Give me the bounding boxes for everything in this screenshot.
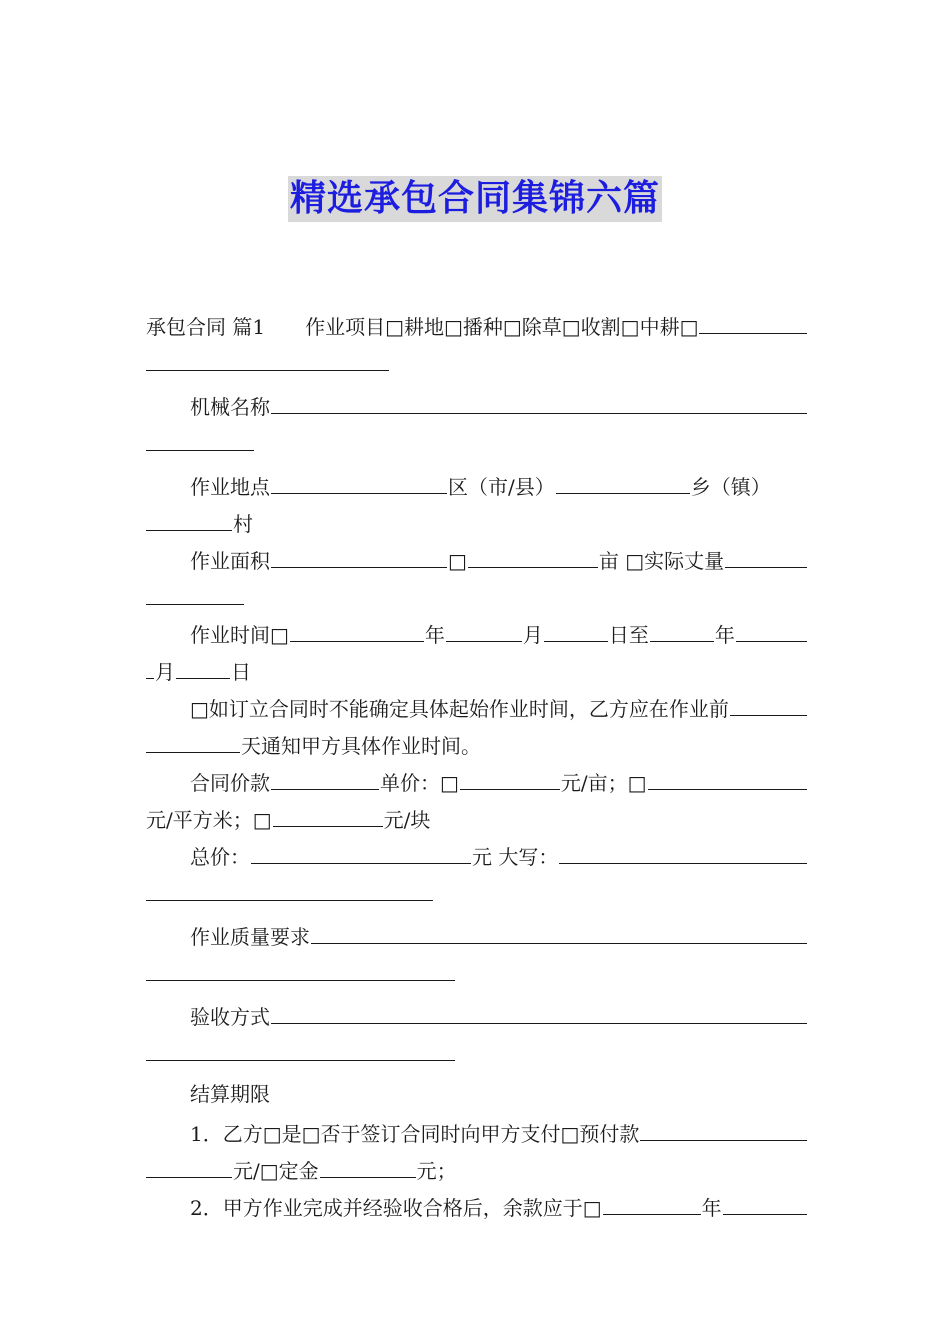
per-block: 元/块 xyxy=(383,808,431,832)
time-day2: 日 xyxy=(231,660,251,684)
area-label: 作业面积 xyxy=(190,549,270,573)
item1-text: 1．乙方□是□否于签订合同时向甲方支付□预付款 xyxy=(190,1122,640,1146)
area-line xyxy=(146,540,808,577)
time-year2: 年 xyxy=(714,623,735,647)
blank xyxy=(271,466,447,494)
work-items-options: □耕地□播种□除草□收割□中耕□ xyxy=(385,315,699,339)
time-month: 月 xyxy=(522,623,543,647)
blank xyxy=(468,540,598,568)
blank xyxy=(271,540,447,568)
machine-label: 机械名称 xyxy=(190,395,270,419)
item1-line xyxy=(146,1113,808,1150)
blank xyxy=(725,540,807,568)
time-line-2 xyxy=(146,651,808,688)
blank xyxy=(650,614,714,642)
per-mu: 元/亩；□ xyxy=(560,771,647,795)
location-line xyxy=(146,466,808,503)
page-title: 精选承包合同集锦六篇 xyxy=(288,176,662,222)
blank xyxy=(320,1150,416,1178)
location-village: 村 xyxy=(233,512,253,536)
time-label: 作业时间□ xyxy=(190,623,289,647)
price-line-2 xyxy=(146,799,808,836)
contract-body xyxy=(146,306,808,1224)
blank xyxy=(544,614,608,642)
area-unit: 亩 □实际丈量 xyxy=(598,549,725,573)
blank xyxy=(146,503,232,531)
price-label: 合同价款 xyxy=(190,771,270,795)
settlement-label: 结算期限 xyxy=(190,1082,270,1106)
time-year: 年 xyxy=(424,623,445,647)
blank xyxy=(290,614,424,642)
machine-line xyxy=(146,386,808,423)
location-label: 作业地点 xyxy=(190,475,270,499)
title-wrap xyxy=(0,176,950,222)
quality-label: 作业质量要求 xyxy=(190,925,310,949)
item2-line xyxy=(146,1187,808,1224)
blank xyxy=(146,1150,232,1178)
blank xyxy=(146,651,154,679)
time-line xyxy=(146,614,808,651)
acceptance-line-2 xyxy=(146,1033,808,1070)
item2-text: 2．甲方作业完成并经验收合格后，余款应于□ xyxy=(190,1196,602,1220)
blank xyxy=(176,651,230,679)
item1-line-2 xyxy=(146,1150,808,1187)
blank xyxy=(273,799,383,827)
unit-price-label: 单价：□ xyxy=(380,771,459,795)
location-line-2 xyxy=(146,503,808,540)
notice-text-2: 天通知甲方具体作业时间。 xyxy=(241,734,481,758)
total-line xyxy=(146,836,808,873)
blank xyxy=(146,343,389,371)
item1-deposit: 元/□定金 xyxy=(233,1159,319,1183)
blank xyxy=(736,614,807,642)
area-box: □ xyxy=(448,549,467,573)
work-items-label: 作业项目 xyxy=(305,315,386,339)
time-day-to: 日至 xyxy=(608,623,649,647)
blank xyxy=(271,996,807,1024)
time-month2: 月 xyxy=(155,660,175,684)
blank xyxy=(460,762,560,790)
blank xyxy=(723,1187,807,1215)
quality-line xyxy=(146,916,808,953)
blank xyxy=(446,614,522,642)
blank xyxy=(603,1187,701,1215)
location-town: 乡（镇） xyxy=(690,475,771,499)
blank xyxy=(146,1033,455,1061)
settlement-line xyxy=(146,1076,808,1113)
per-sqm: 元/平方米；□ xyxy=(146,808,272,832)
blank xyxy=(146,423,254,451)
blank xyxy=(146,577,244,605)
blank xyxy=(271,386,807,414)
acceptance-line xyxy=(146,996,808,1033)
quality-line-2 xyxy=(146,953,808,990)
total-line-2 xyxy=(146,873,808,910)
blank xyxy=(699,306,807,334)
blank xyxy=(146,725,240,753)
location-district: 区（市/县） xyxy=(448,475,555,499)
notice-line-2 xyxy=(146,725,808,762)
blank xyxy=(251,836,471,864)
blank xyxy=(640,1113,807,1141)
item2-year: 年 xyxy=(701,1196,722,1220)
total-label: 总价： xyxy=(190,845,250,869)
blank xyxy=(311,916,807,944)
blank xyxy=(146,873,433,901)
notice-text: □如订立合同时不能确定具体起始作业时间，乙方应在作业前 xyxy=(190,697,729,721)
acceptance-label: 验收方式 xyxy=(190,1005,270,1029)
machine-line-2 xyxy=(146,423,808,460)
blank xyxy=(559,836,807,864)
item1-end: 元； xyxy=(416,1159,457,1183)
blank xyxy=(271,762,379,790)
price-line xyxy=(146,762,808,799)
total-unit: 元 大写： xyxy=(472,845,559,869)
area-line-2 xyxy=(146,577,808,614)
blank xyxy=(648,762,807,790)
notice-line xyxy=(146,688,808,725)
blank xyxy=(730,688,807,716)
work-items-line xyxy=(146,306,808,343)
contract-heading: 承包合同 篇1 xyxy=(146,315,266,339)
blank xyxy=(146,953,455,981)
work-items-line-2 xyxy=(146,343,808,380)
blank xyxy=(556,466,690,494)
